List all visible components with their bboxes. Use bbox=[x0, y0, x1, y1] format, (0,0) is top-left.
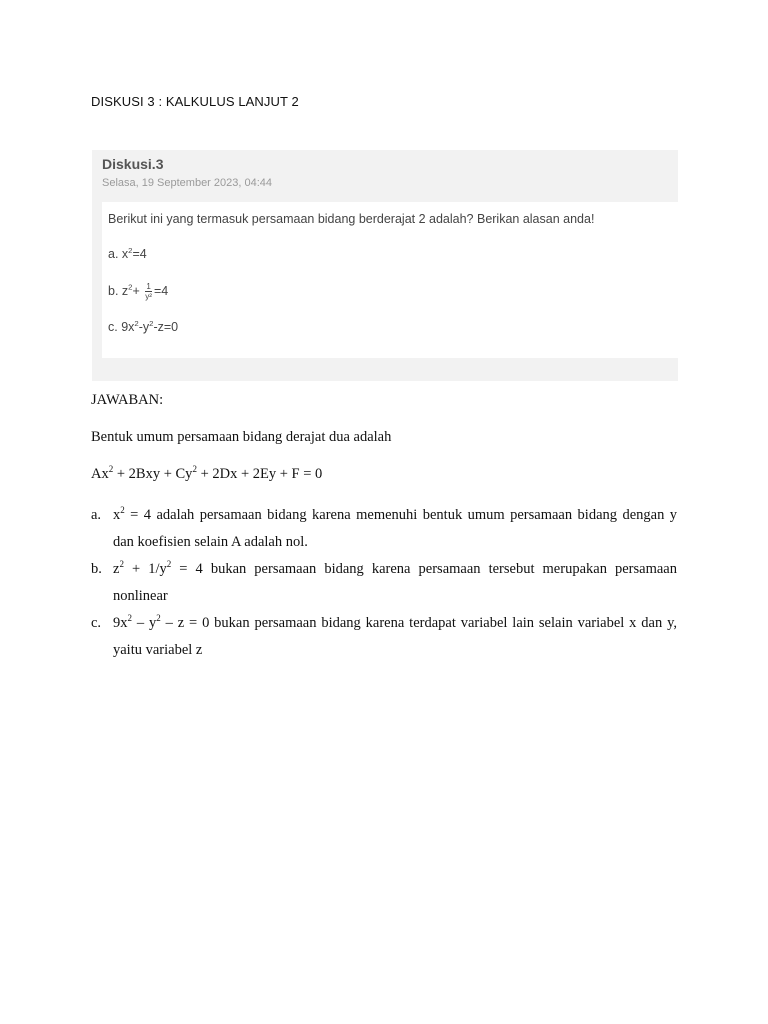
formula-part-2: + 2Bxy + Cy bbox=[113, 466, 193, 482]
general-formula bbox=[91, 466, 322, 483]
list-item-label: a. bbox=[91, 507, 102, 523]
item-exponent-2: 2 bbox=[166, 559, 172, 570]
list-item-label: b. bbox=[91, 561, 102, 577]
formula-exponent-2: 2 bbox=[192, 464, 197, 475]
option-c bbox=[108, 320, 178, 334]
item-text: = 4 adalah persamaan bidang karena memenuhi bentuk umum persamaan bidang dengan y dan koefisien selain A adalah nol. bbox=[113, 507, 677, 550]
item-math-middle: + 1/y bbox=[123, 561, 167, 577]
forum-post-body bbox=[102, 202, 678, 358]
item-exponent: 2 bbox=[119, 559, 124, 570]
item-exponent: 2 bbox=[120, 505, 125, 516]
answer-list bbox=[91, 502, 677, 664]
option-c-base: c. 9x bbox=[108, 320, 135, 334]
document-heading: DISKUSI 3 : KALKULUS LANJUT 2 bbox=[91, 94, 299, 109]
option-b-plus: + bbox=[132, 283, 140, 298]
forum-post-header bbox=[92, 150, 678, 202]
fraction-denominator: y² bbox=[145, 292, 152, 301]
formula-part-3: + 2Dx + 2Ey + F = 0 bbox=[196, 466, 323, 482]
answer-item-a bbox=[91, 502, 677, 556]
option-c-exponent-1: 2 bbox=[134, 318, 139, 328]
list-item-label: c. bbox=[91, 615, 102, 631]
option-a-base: a. x bbox=[108, 247, 129, 261]
answer-item-c bbox=[91, 610, 677, 664]
option-b-fraction bbox=[145, 282, 152, 301]
option-c-exponent-2: 2 bbox=[149, 318, 154, 328]
item-text: = 4 bukan persamaan bidang karena persamaan tersebut merupakan persamaan nonlinear bbox=[113, 561, 677, 604]
question-text: Berikut ini yang termasuk persamaan bidang berderajat 2 adalah? Berikan alasan anda! bbox=[108, 212, 595, 226]
item-text: – z = 0 bukan persamaan bidang karena terdapat variabel lain selain variabel x dan y, yaitu variabel z bbox=[113, 615, 678, 658]
option-c-rest: -z=0 bbox=[153, 320, 179, 334]
forum-post-date: Selasa, 19 September 2023, 04:44 bbox=[102, 177, 273, 189]
option-b-exponent: 2 bbox=[128, 282, 133, 292]
answer-heading: JAWABAN: bbox=[91, 392, 164, 408]
option-b-rest: =4 bbox=[153, 283, 169, 298]
option-a-exponent: 2 bbox=[128, 245, 133, 255]
formula-exponent-1: 2 bbox=[108, 464, 114, 475]
item-math: 9x bbox=[113, 615, 128, 631]
item-math: z bbox=[113, 561, 120, 577]
option-b bbox=[108, 282, 168, 301]
fraction-numerator: 1 bbox=[146, 282, 151, 291]
item-exponent: 2 bbox=[127, 613, 132, 624]
forum-post-screenshot bbox=[92, 150, 678, 381]
option-a bbox=[108, 247, 147, 261]
answer-intro: Bentuk umum persamaan bidang derajat dua adalah bbox=[91, 429, 392, 445]
item-math-middle: – y bbox=[132, 615, 157, 631]
formula-part-1: Ax bbox=[91, 466, 109, 482]
option-b-base: b. z bbox=[108, 283, 129, 298]
item-exponent-2: 2 bbox=[156, 613, 161, 624]
answer-item-b bbox=[91, 556, 677, 610]
item-math: x bbox=[113, 507, 121, 523]
option-a-rest: =4 bbox=[132, 247, 147, 261]
option-c-middle: -y bbox=[138, 320, 150, 334]
forum-post-title: Diskusi.3 bbox=[102, 156, 164, 172]
